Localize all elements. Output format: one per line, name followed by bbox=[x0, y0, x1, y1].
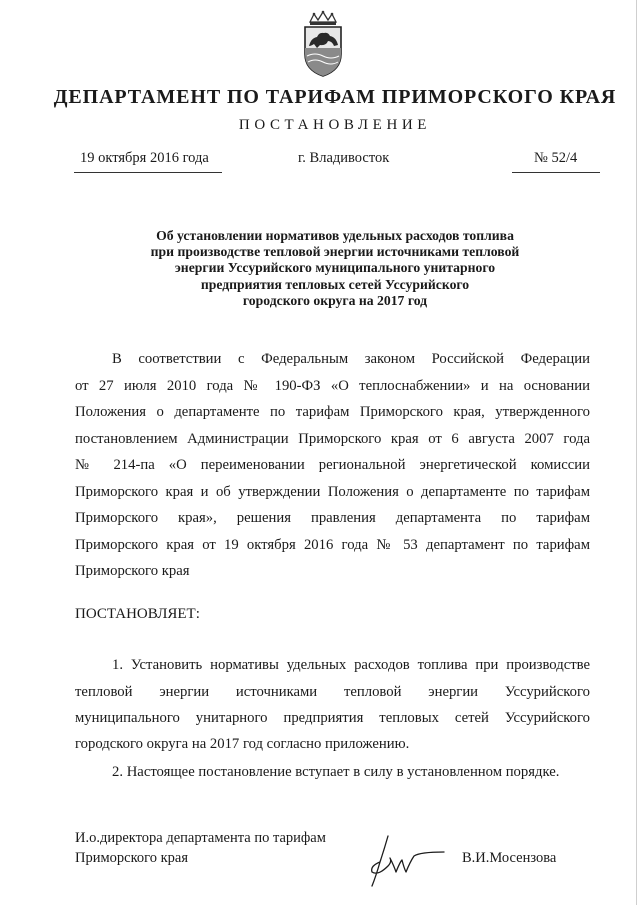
document-city: г. Владивосток bbox=[298, 150, 390, 166]
document-number: № 52/4 bbox=[534, 150, 578, 166]
item-line: тепловой энергии источниками тепловой энергии Уссурийского bbox=[75, 684, 590, 700]
preamble-line: Приморского края и об утверждении Положения о департаменте по тарифам bbox=[75, 484, 590, 500]
preamble-line: В соответствии с Федеральным законом Российской Федерации bbox=[112, 351, 590, 367]
document-date: 19 октября 2016 года bbox=[80, 150, 209, 166]
title-line: Об установлении нормативов удельных расходов топлива bbox=[156, 228, 514, 243]
preamble-line: Положения о департаменте по тарифам Приморского края, утвержденного bbox=[75, 404, 590, 420]
page-edge bbox=[636, 0, 637, 905]
date-underline bbox=[74, 172, 222, 173]
signatory-region: Приморского края bbox=[75, 850, 189, 866]
coat-of-arms-icon bbox=[295, 8, 351, 78]
preamble-line: от 27 июля 2010 года № 190-ФЗ «О теплоснабжении» и на основании bbox=[75, 378, 590, 394]
title-line: городского округа на 2017 год bbox=[242, 292, 428, 308]
handwritten-signature bbox=[366, 832, 448, 890]
preamble-line: № 214-па «О переименовании региональной энергетической комиссии bbox=[75, 457, 590, 473]
signatory-name: В.И.Мосензова bbox=[462, 850, 557, 866]
number-underline bbox=[512, 172, 600, 173]
preamble-line: Приморского края bbox=[75, 563, 190, 579]
document-type: ПОСТАНОВЛЕНИЕ bbox=[238, 117, 432, 133]
title-line: предприятия тепловых сетей Уссурийского bbox=[200, 276, 470, 292]
title-line: при производстве тепловой энергии источниками тепловой bbox=[150, 244, 520, 260]
decree-label: ПОСТАНОВЛЯЕТ: bbox=[75, 606, 200, 622]
document-title bbox=[0, 228, 640, 309]
item-line: 1. Установить нормативы удельных расходов топлива при производстве bbox=[112, 657, 590, 673]
department-name: ДЕПАРТАМЕНТ ПО ТАРИФАМ ПРИМОРСКОГО КРАЯ bbox=[53, 86, 617, 108]
signatory-position: И.о.директора департамента по тарифам bbox=[75, 830, 326, 846]
decree-item-2: 2. Настоящее постановление вступает в силу в установленном порядке. bbox=[112, 764, 560, 780]
title-line: энергии Уссурийского муниципального унитарного bbox=[174, 260, 496, 276]
preamble-line: постановлением Администрации Приморского края от 6 августа 2007 года bbox=[75, 431, 590, 447]
preamble-line: Приморского края», решения правления департамента по тарифам bbox=[75, 510, 590, 526]
item-line: муниципального унитарного предприятия тепловых сетей Уссурийского bbox=[75, 710, 590, 726]
preamble-line: Приморского края от 19 октября 2016 года № 53 департамент по тарифам bbox=[75, 537, 590, 553]
item-line: городского округа на 2017 год согласно приложению. bbox=[75, 736, 410, 752]
